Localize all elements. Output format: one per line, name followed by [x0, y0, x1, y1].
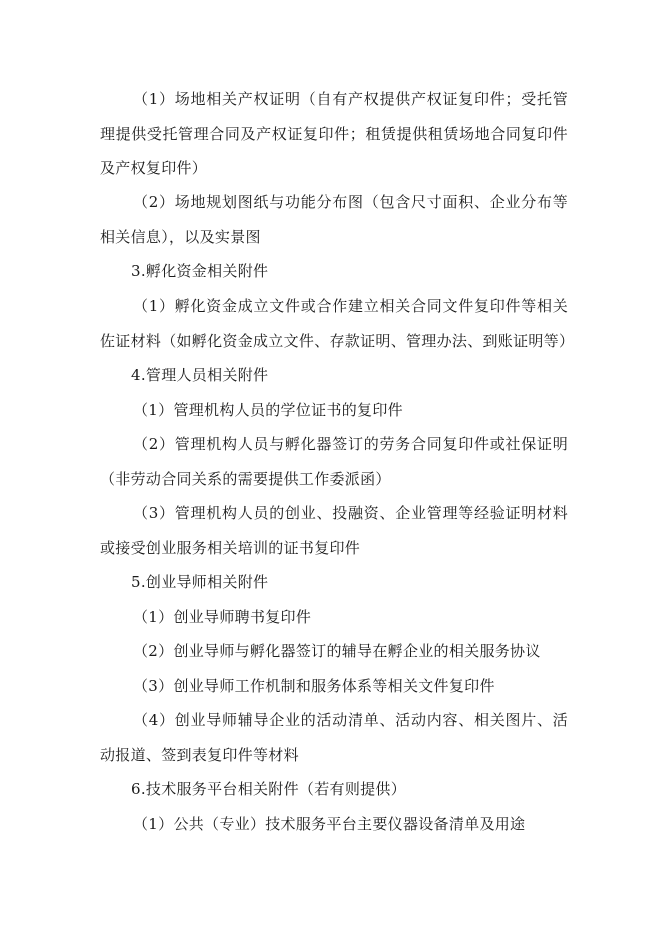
paragraph-venue-property-proof: （1）场地相关产权证明（自有产权提供产权证复印件；受托管理提供受托管理合同及产权证复印件；租赁提供租赁场地合同复印件及产权复印件）	[100, 90, 568, 177]
paragraph-mentor-service-agreements: （2）创业导师与孵化器签订的辅导在孵企业的相关服务协议	[133, 642, 541, 660]
paragraph-staff-experience-proof: （3）管理机构人员的创业、投融资、企业管理等经验证明材料或接受创业服务相关培训的证书复印件	[100, 504, 568, 557]
paragraph-mentor-activity-records: （4）创业导师辅导企业的活动清单、活动内容、相关图片、活动报道、签到表复印件等材料	[100, 711, 568, 764]
paragraph-mentor-appointment-letters: （1）创业导师聘书复印件	[133, 608, 312, 626]
paragraph-staff-degree-certificates: （1）管理机构人员的学位证书的复印件	[133, 401, 403, 419]
paragraph-staff-labor-contracts: （2）管理机构人员与孵化器签订的劳务合同复印件或社保证明（非劳动合同关系的需要提供工作委派函）	[100, 435, 568, 488]
section-heading-tech-service-platform: 6.技术服务平台相关附件（若有则提供）	[131, 780, 407, 798]
section-heading-mentors: 5.创业导师相关附件	[131, 573, 269, 591]
paragraph-mentor-work-mechanism: （3）创业导师工作机制和服务体系等相关文件复印件	[133, 677, 495, 695]
paragraph-incubation-fund-documents: （1）孵化资金成立文件或合作建立相关合同文件复印件等相关佐证材料（如孵化资金成立文件、存款证明、管理办法、到账证明等）	[100, 297, 575, 350]
section-heading-management-staff: 4.管理人员相关附件	[131, 366, 269, 384]
paragraph-platform-equipment-list: （1）公共（专业）技术服务平台主要仪器设备清单及用途	[133, 815, 526, 833]
paragraph-venue-layout-plan: （2）场地规划图纸与功能分布图（包含尺寸面积、企业分布等相关信息），以及实景图	[100, 193, 568, 246]
section-heading-incubation-fund: 3.孵化资金相关附件	[131, 262, 269, 280]
